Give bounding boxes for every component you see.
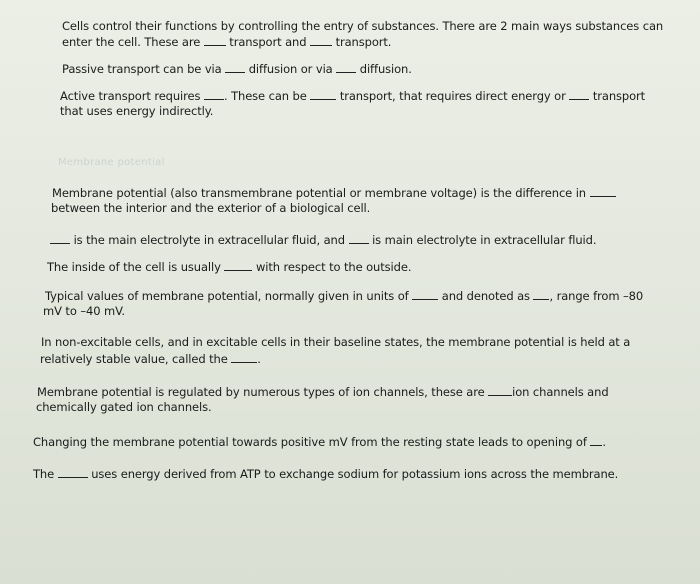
regulation-line-2 [36, 400, 212, 415]
text: Membrane potential (also transmembrane potential or membrane voltage) is the difference in [52, 186, 586, 200]
blank-field [204, 88, 224, 100]
blank-field [310, 88, 336, 100]
non-excitable-line-2 [40, 351, 261, 367]
blank-field [310, 34, 332, 46]
text: with respect to the outside. [255, 260, 412, 274]
faded-heading: Membrane potential [58, 157, 165, 168]
text: diffusion. [359, 62, 412, 76]
text: Typical values of membrane potential, normally given in units of [45, 289, 409, 303]
text: is the main electrolyte in extracellular fluid, and [73, 233, 345, 247]
blank-field [336, 61, 356, 73]
typical-values-line-2 [43, 304, 125, 319]
inside-cell-line [47, 259, 411, 275]
text: and denoted as [441, 289, 530, 303]
text: that uses energy indirectly. [60, 104, 214, 118]
text: . These can be [223, 89, 307, 103]
blank-field [231, 351, 257, 363]
text: transport, that requires direct energy or [339, 89, 566, 103]
text: In non-excitable cells, and in excitable cells in their baseline states, the membrane potential is held at a [41, 335, 631, 349]
active-transport-line-1 [60, 88, 645, 104]
text: is main electrolyte in extracellular fluid. [372, 233, 597, 247]
text: enter the cell. These are [62, 35, 201, 49]
intro-line-2 [62, 34, 391, 50]
text: Cells control their functions by controlling the entry of substances. There are 2 main ways substances can [62, 19, 664, 33]
membrane-potential-line-2 [51, 201, 370, 216]
text: mV to –40 mV. [43, 304, 125, 318]
blank-field [50, 232, 70, 244]
text: Active transport requires [60, 89, 201, 103]
non-excitable-line-1 [41, 335, 630, 350]
membrane-potential-line-1 [52, 185, 616, 201]
text: transport [592, 89, 646, 103]
blank-field [58, 466, 88, 478]
blank-field [590, 434, 602, 446]
text: . [257, 352, 261, 366]
text: between the interior and the exterior of a biological cell. [51, 201, 371, 215]
active-transport-line-2 [60, 104, 213, 119]
text: . [602, 435, 606, 449]
text: Membrane potential is regulated by numerous types of ion channels, these are [37, 385, 485, 399]
blank-field [224, 259, 252, 271]
regulation-line-1 [37, 384, 609, 400]
passive-transport-line [62, 61, 412, 77]
text: The [33, 467, 55, 481]
electrolyte-line [50, 232, 596, 248]
blank-field [569, 88, 589, 100]
typical-values-line-1 [45, 288, 643, 304]
text: uses energy derived from ATP to exchange sodium for potassium ions across the membrane. [91, 467, 619, 481]
text: Changing the membrane potential towards positive mV from the resting state leads to opening of [33, 435, 587, 449]
blank-field [412, 288, 438, 300]
blank-field [225, 61, 245, 73]
blank-field [533, 288, 549, 300]
blank-field [590, 185, 616, 197]
blank-field [488, 384, 512, 396]
text: relatively stable value, called the [40, 352, 228, 366]
text: Passive transport can be via [62, 62, 222, 76]
changing-potential-line [33, 434, 606, 450]
intro-line-1 [62, 19, 663, 34]
text: chemically gated ion channels. [36, 400, 212, 414]
blank-field [204, 34, 226, 46]
blank-field [349, 232, 369, 244]
pump-line [33, 466, 618, 482]
text: diffusion or via [248, 62, 333, 76]
text: , range from –80 [549, 289, 644, 303]
text: ion channels and [512, 385, 609, 399]
text: The inside of the cell is usually [47, 260, 221, 274]
text: transport and [229, 35, 307, 49]
text: transport. [335, 35, 392, 49]
